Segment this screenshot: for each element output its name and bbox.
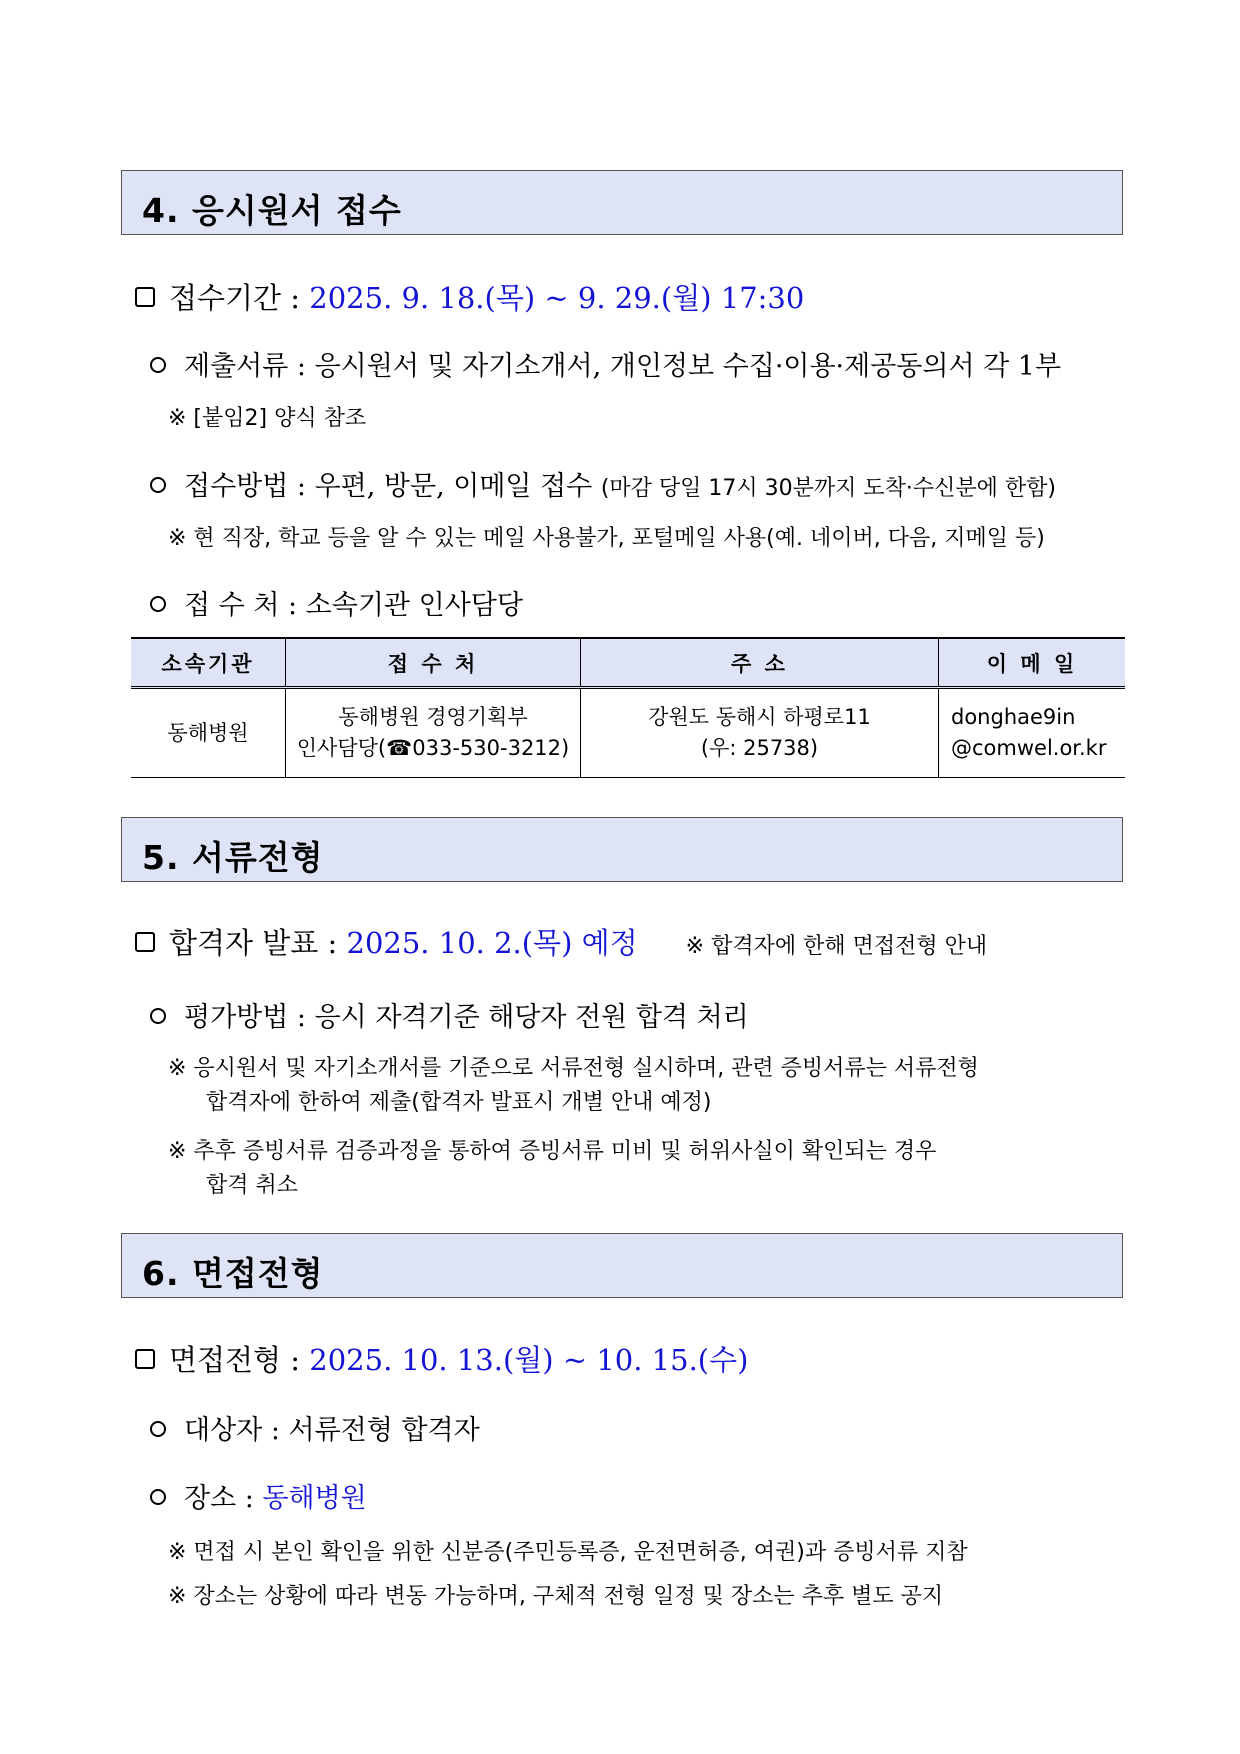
circle-bullet-icon [150, 477, 166, 493]
table-header-org: 소속기관 [131, 638, 286, 688]
pass-announcement: 합격자 발표 : 2025. 10. 2.(목) 예정 ※ 합격자에 한해 면접전형 안내 [135, 921, 987, 962]
interview-place: 장소 : 동해병원 [150, 1476, 367, 1515]
reception-place: 접 수 처 : 소속기관 인사담당 [150, 583, 523, 622]
interview-note-1: ※ 면접 시 본인 확인을 위한 신분증(주민등록증, 운전면허증, 여권)과 증빙서류 지참 [168, 1540, 968, 1565]
interview-note-2: ※ 장소는 상황에 따라 변동 가능하며, 구체적 전형 일정 및 장소는 추후 별도 공지 [168, 1584, 944, 1609]
submit-docs: 제출서류 : 응시원서 및 자기소개서, 개인정보 수집·이용·제공동의서 각 1부 [150, 344, 1061, 383]
cell-org: 동해병원 [131, 688, 286, 778]
table-header-email: 이 메 일 [939, 638, 1126, 688]
square-bullet-icon [135, 287, 155, 307]
pass-announcement-value: 2025. 10. 2.(목) 예정 [346, 926, 638, 960]
interview-period: 면접전형 : 2025. 10. 13.(월) ~ 10. 15.(수) [135, 1338, 748, 1379]
interview-place-value: 동해병원 [262, 1483, 367, 1514]
cell-email: donghae9in @comwel.or.kr [939, 688, 1126, 778]
section-4-header [121, 170, 1123, 235]
table-row [131, 688, 1125, 778]
circle-bullet-icon [150, 1008, 166, 1024]
eval-note-2-line-2: 합격 취소 [206, 1173, 299, 1198]
table-header-row [131, 638, 1125, 688]
circle-bullet-icon [150, 1489, 166, 1505]
circle-bullet-icon [150, 596, 166, 612]
square-bullet-icon [135, 932, 155, 952]
section-4-title: 4. 응시원서 접수 [142, 191, 402, 230]
interview-period-value: 2025. 10. 13.(월) ~ 10. 15.(수) [309, 1343, 749, 1377]
eval-note-1-line-2: 합격자에 한하여 제출(합격자 발표시 개별 안내 예정) [206, 1090, 712, 1115]
eval-method: 평가방법 : 응시 자격기준 해당자 전원 합격 처리 [150, 995, 749, 1034]
section-5-header [121, 817, 1123, 882]
cell-dept: 동해병원 경영기획부 인사담당(☎033-530-3212) [286, 688, 581, 778]
eval-note-2-line-1: ※ 추후 증빙서류 검증과정을 통하여 증빙서류 미비 및 허위사실이 확인되는 경우 [168, 1139, 937, 1164]
circle-bullet-icon [150, 1421, 166, 1437]
table-header-address: 주 소 [581, 638, 939, 688]
section-5-title: 5. 서류전형 [142, 838, 324, 877]
section-6-title: 6. 면접전형 [142, 1254, 324, 1293]
section-6-header [121, 1233, 1123, 1298]
circle-bullet-icon [150, 357, 166, 373]
cell-address: 강원도 동해시 하평로11 (우: 25738) [581, 688, 939, 778]
reception-table [131, 637, 1125, 778]
interview-target: 대상자 : 서류전형 합격자 [150, 1408, 480, 1447]
reception-period: 접수기간 : 2025. 9. 18.(목) ~ 9. 29.(월) 17:30 [135, 276, 804, 317]
reception-period-value: 2025. 9. 18.(목) ~ 9. 29.(월) 17:30 [309, 281, 805, 315]
square-bullet-icon [135, 1349, 155, 1369]
reception-method-note: ※ 현 직장, 학교 등을 알 수 있는 메일 사용불가, 포털메일 사용(예. 네이버, 다음, 지메일 등) [168, 526, 1045, 551]
eval-note-1-line-1: ※ 응시원서 및 자기소개서를 기준으로 서류전형 실시하며, 관련 증빙서류는 서류전형 [168, 1056, 979, 1081]
reception-method: 접수방법 : 우편, 방문, 이메일 접수 (마감 당일 17시 30분까지 도착·수신분에 한함) [150, 464, 1056, 503]
table-header-dept: 접 수 처 [286, 638, 581, 688]
submit-docs-note: ※ [붙임2] 양식 참조 [168, 406, 367, 431]
